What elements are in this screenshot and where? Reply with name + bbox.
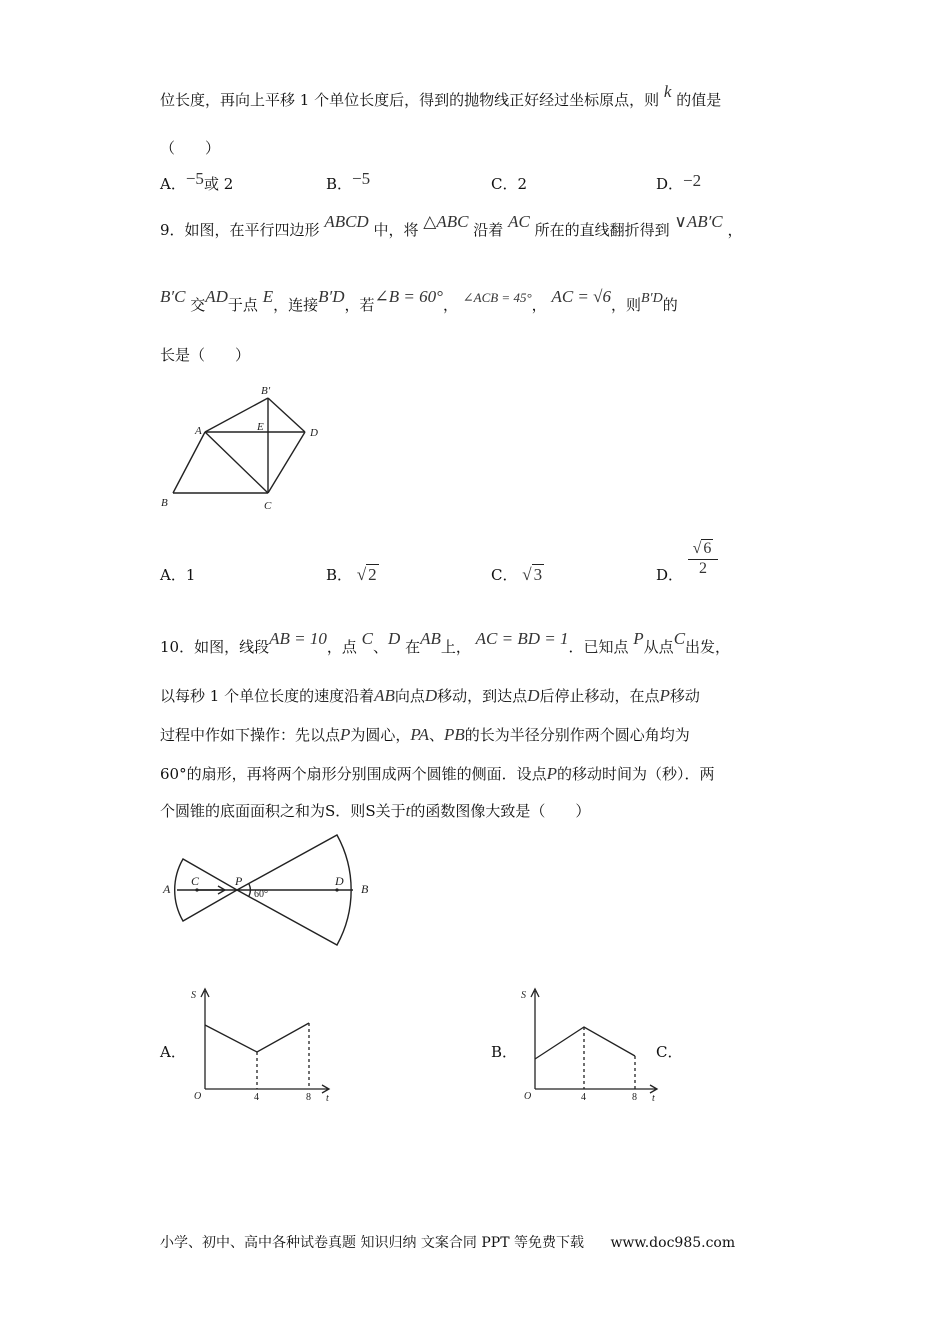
q9-option-c[interactable]: C． √ 3 — [491, 565, 543, 584]
q8-answer-paren: （ ） — [160, 139, 221, 157]
label-d: D — [335, 874, 344, 888]
graph-curve — [205, 1023, 309, 1052]
svg-text:O: O — [194, 1091, 202, 1102]
svg-text:8: 8 — [632, 1092, 637, 1103]
segment-b-prime-d — [268, 398, 305, 432]
segment-ac — [205, 432, 268, 493]
q8-k: k — [663, 82, 672, 101]
point-d — [335, 888, 338, 891]
label-d: D — [310, 427, 318, 439]
q10-stem-line3: 过程中作如下操作：先以点P为圆心，PA、PB的长为半径分别作两个圆心角均为 — [160, 725, 690, 744]
q8-line1: 位长度，再向上平移 1 个单位长度后，得到的抛物线正好经过坐标原点，则 k 的值是 — [160, 82, 722, 109]
label-b: B — [361, 882, 369, 896]
q10-stem-line1: 10．如图，线段AB = 10，点 C、D 在AB上， AC = BD = 1．已知点 P从点C出发， — [160, 629, 731, 656]
q9-option-a[interactable]: A．1 — [160, 566, 196, 584]
q9-option-b[interactable]: B． √ 2 — [326, 565, 377, 584]
label-c: C — [191, 874, 200, 888]
label-p: P — [235, 874, 243, 888]
q9-parallelogram-figure — [155, 380, 335, 515]
footer-text: 小学、初中、高中各种试卷真题 知识归纳 文案合同 PPT 等免费下载 — [160, 1235, 584, 1251]
svg-text:S: S — [521, 990, 526, 1001]
q10-option-b[interactable]: B． — [491, 1043, 518, 1061]
graph-curve — [535, 1027, 635, 1059]
footer — [160, 1232, 735, 1252]
footer-url[interactable]: www.doc985.com — [610, 1235, 736, 1251]
label-c: C — [264, 500, 272, 512]
q10-option-a-graph[interactable] — [188, 985, 333, 1105]
label-b-prime: B′ — [261, 385, 271, 397]
svg-text:8: 8 — [306, 1092, 311, 1103]
segment-cd — [268, 432, 305, 493]
q10-option-a[interactable]: A． — [160, 1043, 186, 1061]
svg-text:t: t — [326, 1093, 329, 1104]
point-c — [195, 888, 198, 891]
label-a: A — [195, 425, 202, 437]
svg-text:S: S — [191, 990, 196, 1001]
svg-text:4: 4 — [581, 1092, 586, 1103]
q10-stem-line4: 60°的扇形，再将两个扇形分别围成两个圆锥的侧面．设点P的移动时间为（秒）．两 — [160, 764, 715, 783]
q8-option-c[interactable]: C．2 — [491, 175, 528, 193]
svg-text:t: t — [652, 1093, 655, 1104]
svg-text:4: 4 — [254, 1092, 259, 1103]
q8-option-a[interactable]: A．−5或 2 — [160, 169, 234, 193]
label-a: A — [163, 882, 171, 896]
q10-stem-line2: 以每秒 1 个单位长度的速度沿着AB向点D移动，到达点D后停止移动，在点P移动 — [160, 686, 700, 705]
q9-stem-line3: 长是（ ） — [160, 346, 251, 364]
segment-ba — [173, 432, 205, 493]
q9-option-d[interactable]: D． — [656, 566, 684, 584]
q10-option-b-graph[interactable] — [518, 985, 663, 1105]
q9-option-d-fraction: √ 6 2 — [688, 539, 718, 578]
q10-option-c[interactable]: C． — [656, 1043, 683, 1061]
label-b: B — [161, 497, 168, 509]
q10-stem-line5: 个圆锥的底面面积之和为S．则S关于t的函数图像大致是（ ） — [160, 801, 591, 820]
q8-option-d[interactable]: D．−2 — [656, 171, 702, 193]
q8-option-b[interactable]: B．−5 — [326, 169, 371, 193]
label-angle: 60° — [254, 889, 268, 900]
label-e: E — [257, 421, 264, 433]
q9-stem-line1: 9．如图，在平行四边形 ABCD 中，将 △ABC 沿着 AC 所在的直线翻折得到 ∨AB′C ， — [160, 212, 743, 239]
svg-text:O: O — [524, 1091, 532, 1102]
q9-stem-line2: B′C 交AD于点 E，连接B′D，若∠B = 60°， ∠ACB = 45°， AC = √6，则B′D的 — [160, 287, 678, 314]
q10-sector-figure — [155, 835, 385, 955]
